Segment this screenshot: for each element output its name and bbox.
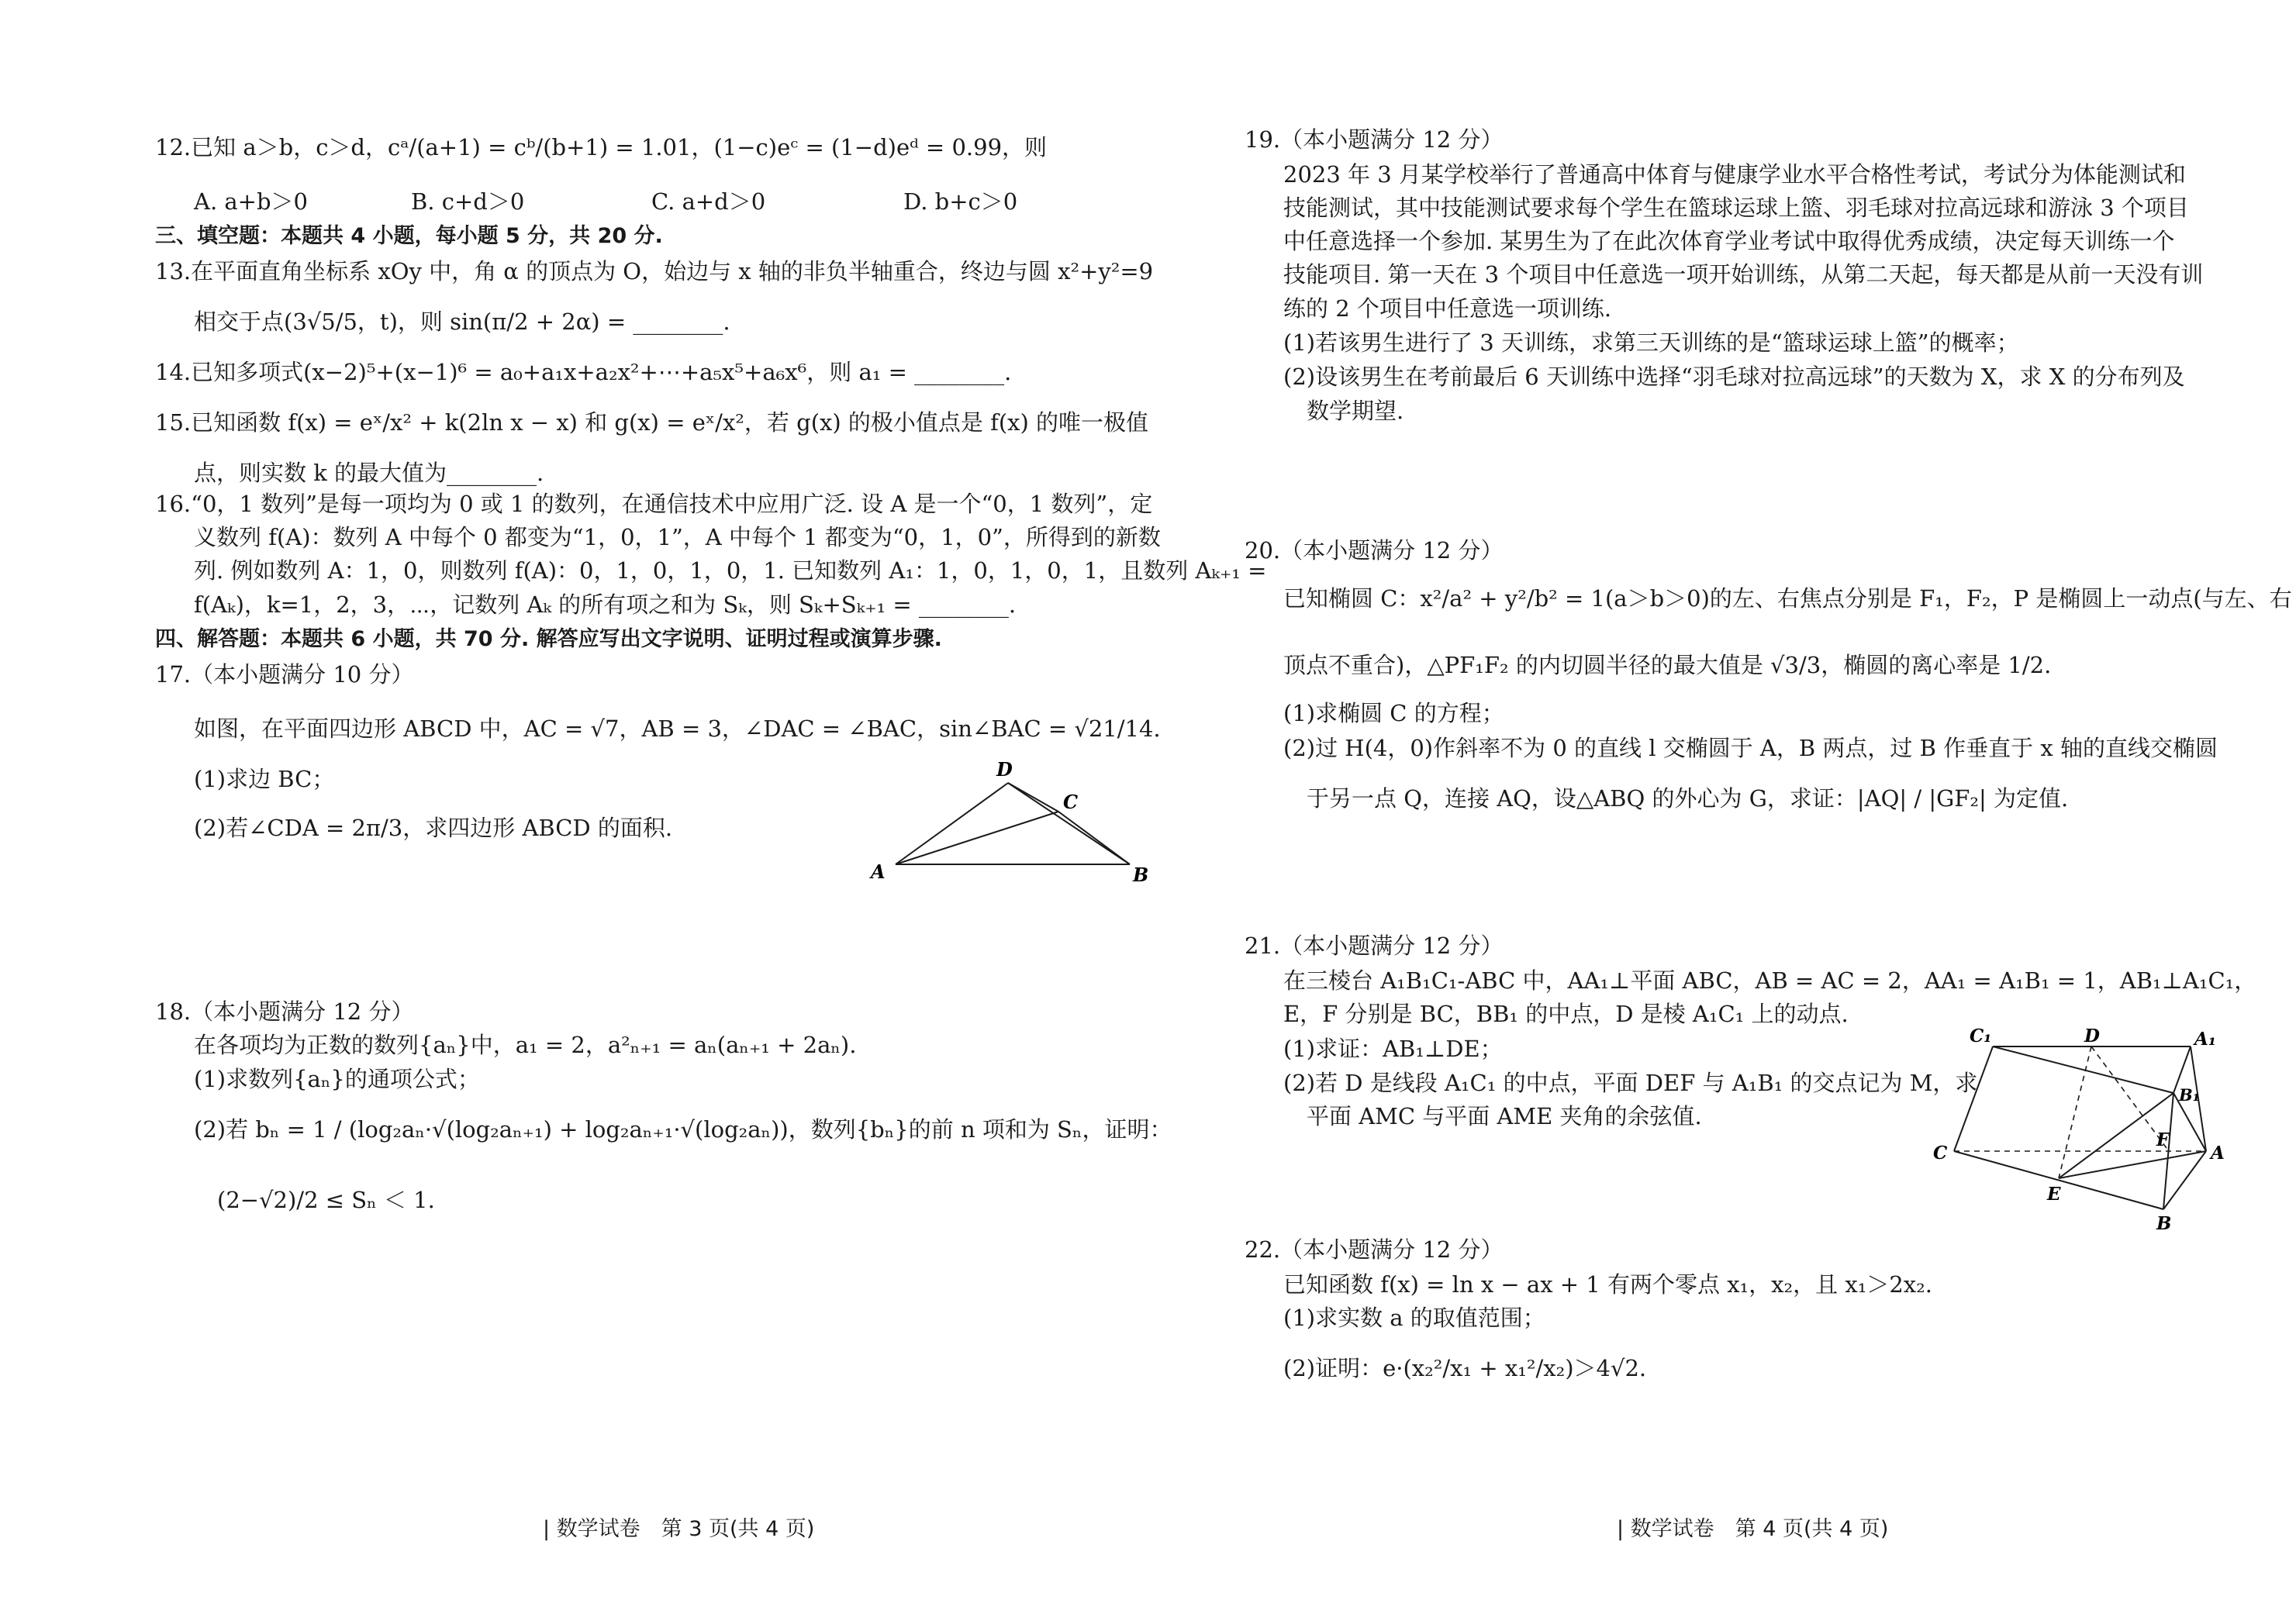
label-a1: A₁ [2194, 1029, 2216, 1050]
q22-stem: 已知函数 f(x) = ln x − ax + 1 有两个零点 x₁，x₂，且 x₁＞2x₂. [1283, 1271, 1933, 1298]
q21-part2b: 平面 AMC 与平面 AME 夹角的余弦值. [1307, 1103, 1702, 1129]
q17-part1: (1)求边 BC； [194, 766, 335, 792]
q16-line3: 列. 例如数列 A：1，0，则数列 f(A)：0，1，0，1，0，1. 已知数列 A₁：1，0，1，0，1，且数列 Aₖ₊₁ = [194, 557, 1267, 584]
segment-ad [896, 783, 1008, 864]
q14: 14.已知多项式(x−2)⁵+(x−1)⁶ = a₀+a₁x+a₂x²+⋯+a₅x⁵+a₆x⁶，则 a₁ = ________. [155, 359, 1012, 385]
label-d: D [996, 758, 1013, 781]
q20-header: 20.（本小题满分 12 分） [1245, 537, 1504, 564]
q22-part2: (2)证明：e·(x₂²/x₁ + x₁²/x₂)＞4√2. [1283, 1355, 1647, 1381]
edge-c1b1 [1993, 1046, 2173, 1093]
label-a: A [871, 860, 886, 883]
label-f: F [2156, 1129, 2170, 1150]
q19-part1: (1)若该男生进行了 3 天训练，求第三天训练的是“篮球运球上篮”的概率； [1283, 329, 2019, 356]
q17-stem: 如图，在平面四边形 ABCD 中，AC = √7，AB = 3，∠DAC = ∠BAC，sin∠BAC = √21/14. [194, 715, 1161, 742]
label-c: C [1063, 791, 1079, 813]
label-c-frustum: C [1933, 1143, 1948, 1164]
label-a-frustum: A [2211, 1143, 2225, 1164]
q12-stem: 12.已知 a＞b，c＞d，cᵃ/(a+1) = cᵇ/(b+1) = 1.01，(1−c)eᶜ = (1−d)eᵈ = 0.99，则 [155, 134, 1048, 160]
q19-header: 19.（本小题满分 12 分） [1245, 126, 1504, 153]
q18-part2b: (2−√2)/2 ≤ Sₙ ＜ 1. [217, 1187, 435, 1213]
footer-page-3: | 数学试卷 第 3 页(共 4 页) [543, 1517, 815, 1541]
label-b1: B₁ [2179, 1085, 2200, 1105]
q15-line2: 点，则实数 k 的最大值为________. [194, 460, 544, 486]
q17-part2: (2)若∠CDA = 2π/3，求四边形 ABCD 的面积. [194, 815, 673, 841]
quadrilateral-abcd-diagram [857, 756, 1260, 888]
q18-stem: 在各项均为正数的数列{aₙ}中，a₁ = 2，a²ₙ₊₁ = aₙ(aₙ₊₁ + 2aₙ). [194, 1032, 857, 1058]
q22-part1: (1)求实数 a 的取值范围； [1283, 1305, 1545, 1331]
q15-line1: 15.已知函数 f(x) = eˣ/x² + k(2ln x − x) 和 g(x) = eˣ/x²，若 g(x) 的极小值点是 f(x) 的唯一极值 [155, 409, 1149, 436]
q16-line1: 16.“0，1 数列”是每一项均为 0 或 1 的数列，在通信技术中应用广泛. 设 A 是一个“0，1 数列”，定 [155, 491, 1153, 517]
q16-line4: f(Aₖ)，k=1，2，3，⋯，记数列 Aₖ 的所有项之和为 Sₖ，则 Sₖ+Sₖ₊₁ = ________. [194, 591, 1017, 618]
frustum-diagram [1927, 1023, 2229, 1233]
label-b: B [1133, 864, 1149, 886]
q21-part1: (1)求证：AB₁⊥DE； [1283, 1036, 1503, 1062]
segment-ac [896, 812, 1058, 864]
q20-part2b: 于另一点 Q，连接 AQ，设△ABQ 的外心为 G，求证：|AQ| / |GF₂| 为定值. [1307, 785, 2069, 812]
label-d-frustum: D [2084, 1026, 2100, 1046]
label-c1: C₁ [1970, 1026, 1992, 1046]
q19-line5: 练的 2 个项目中任意选一项训练. [1283, 295, 1612, 322]
q20-part1: (1)求椭圆 C 的方程； [1283, 700, 1504, 726]
q21-header: 21.（本小题满分 12 分） [1245, 933, 1504, 959]
q19-part2b: 数学期望. [1307, 398, 1404, 424]
q21-line1: 在三棱台 A₁B₁C₁-ABC 中，AA₁⊥平面 ABC，AB = AC = 2，AA₁ = A₁B₁ = 1，AB₁⊥A₁C₁， [1283, 967, 2257, 994]
label-e: E [2047, 1184, 2061, 1205]
q16-line2: 义数列 f(A)：数列 A 中每个 0 都变为“1，0，1”，A 中每个 1 都变为“0，1，0”，所得到的新数 [194, 524, 1161, 550]
q12-option-c: C. a+d＞0 [651, 188, 766, 215]
edge-c1c [1954, 1046, 1993, 1151]
q18-part2: (2)若 bₙ = 1 / (log₂aₙ·√(log₂aₙ₊₁) + log₂aₙ₊₁·√(log₂aₙ))，数列{bₙ}的前 n 项和为 Sₙ，证明： [194, 1116, 1172, 1143]
q22-header: 22.（本小题满分 12 分） [1245, 1236, 1504, 1263]
q19-line2: 技能测试，其中技能测试要求每个学生在篮球运球上篮、羽毛球对拉高远球和游泳 3 个项目 [1283, 195, 2189, 221]
q19-line4: 技能项目. 第一天在 3 个项目中任意选一项开始训练，从第二天起，每天都是从前一天没有训 [1283, 261, 2204, 288]
q13-line1: 13.在平面直角坐标系 xOy 中，角 α 的顶点为 O，始边与 x 轴的非负半轴重合，终边与圆 x²+y²=9 [155, 258, 1154, 284]
section-3-heading: 三、填空题：本题共 4 小题，每小题 5 分，共 20 分. [155, 224, 663, 248]
q20-part2: (2)过 H(4，0)作斜率不为 0 的直线 l 交椭圆于 A，B 两点，过 B 作垂直于 x 轴的直线交椭圆 [1283, 735, 2218, 761]
q20-line2: 顶点不重合)，△PF₁F₂ 的内切圆半径的最大值是 √3/3，椭圆的离心率是 1/2. [1283, 652, 2052, 678]
q18-header: 18.（本小题满分 12 分） [155, 998, 414, 1025]
q21-line2: E，F 分别是 BC，BB₁ 的中点，D 是棱 A₁C₁ 上的动点. [1283, 1001, 1849, 1027]
label-b-frustum: B [2156, 1213, 2172, 1233]
q19-line1: 2023 年 3 月某学校举行了普通高中体育与健康学业水平合格性考试，考试分为体能测试和 [1283, 161, 2186, 188]
q20-line1: 已知椭圆 C：x²/a² + y²/b² = 1(a＞b＞0)的左、右焦点分别是 F₁，F₂，P 是椭圆上一动点(与左、右 [1283, 585, 2292, 612]
edge-ba [2163, 1151, 2206, 1209]
q21-part2: (2)若 D 是线段 A₁C₁ 的中点，平面 DEF 与 A₁B₁ 的交点记为 M，求 [1283, 1070, 1978, 1096]
q19-part2: (2)设该男生在考前最后 6 天训练中选择“羽毛球对拉高远球”的天数为 X，求 X 的分布列及 [1283, 364, 2185, 390]
segment-ea [2059, 1151, 2206, 1178]
q12-option-a: A. a+b＞0 [194, 188, 308, 215]
section-4-heading: 四、解答题：本题共 6 小题，共 70 分. 解答应写出文字说明、证明过程或演算步骤. [155, 627, 942, 651]
q18-part1: (1)求数列{aₙ}的通项公式； [194, 1066, 480, 1092]
q12-option-b: B. c+d＞0 [411, 188, 525, 215]
q13-line2: 相交于点(3√5/5，t)，则 sin(π/2 + 2α) = ________. [194, 309, 730, 335]
q17-header: 17.（本小题满分 10 分） [155, 661, 414, 688]
q12-option-d: D. b+c＞0 [903, 188, 1018, 215]
footer-page-4: | 数学试卷 第 4 页(共 4 页) [1617, 1517, 1889, 1541]
q19-line3: 中任意选择一个参加. 某男生为了在此次体育学业考试中取得优秀成绩，决定每天训练一个 [1283, 228, 2175, 254]
